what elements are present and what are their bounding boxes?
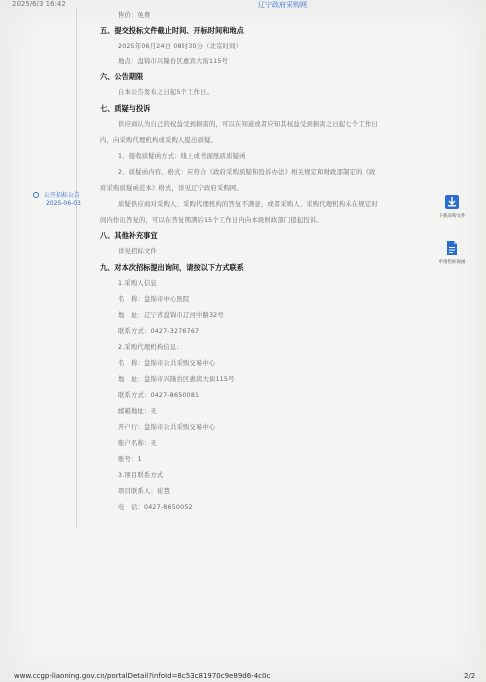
- agency-phone: 联系方式：0427-8650081: [118, 392, 200, 399]
- section-6-title: 六、公告期限: [100, 72, 144, 81]
- section-5-title: 五、提交投标文件截止时间、开标时间和地点: [100, 26, 244, 35]
- complaint-para-2: 1、接收质疑函方式：线上或书面纸质质疑函: [118, 153, 246, 160]
- agency-name: 名 称：盘锦市公共采购交易中心: [118, 360, 216, 367]
- site-title: 辽宁政府采购网: [258, 1, 307, 9]
- download-label: 下载采购文件: [438, 214, 466, 219]
- project-contact-title: 3.项目联系方式: [118, 472, 164, 479]
- complaint-para-4b: 间内作出答复的，可以在答复期满后15个工作日内向本级财政部门提起投诉。: [100, 217, 323, 224]
- project-contact-person: 项目联系人：崔慧: [118, 488, 170, 495]
- complaint-para-3a: 2、质疑函内容、格式：应符合《政府采购质疑和投诉办法》相关规定和财政部制定的《政: [118, 169, 376, 176]
- printed-page: [6, 0, 482, 682]
- agency-bank: 开户行：盘锦市公共采购交易中心: [118, 424, 216, 431]
- download-icon: [444, 194, 460, 210]
- purchaser-phone: 联系方式：0427-3276767: [118, 328, 200, 335]
- page-url: www.ccgp-liaoning.gov.cn/portalDetail?infoId=8c53c81970c9e89d6-4c0c: [14, 672, 271, 680]
- agency-info-title: 2.采购代理机构信息：: [118, 344, 183, 351]
- complaint-para-1b: 内，向采购代理机构或采购人提出质疑。: [100, 137, 217, 144]
- timeline-date: 2025-06-03: [46, 200, 81, 207]
- document-icon: [444, 240, 460, 256]
- section-9-title: 九、对本次招标提出询问，请按以下方式联系: [100, 263, 244, 272]
- download-docs-button[interactable]: [432, 194, 472, 219]
- purchaser-address: 地 址：辽宁省盘锦市辽河中路32号: [118, 312, 224, 319]
- complaint-para-3b: 府采购质疑函范本》格式，详见辽宁政府采购网。: [100, 185, 243, 192]
- purchaser-name: 名 称：盘锦市中心医院: [118, 296, 190, 303]
- supplement-text: 详见招标文件: [118, 248, 157, 255]
- purchaser-info-title: 1.采购人信息: [118, 280, 157, 287]
- section-7-title: 七、质疑与投诉: [100, 104, 151, 113]
- timeline-divider: [76, 8, 77, 528]
- timeline-dot-icon: [33, 192, 39, 198]
- print-timestamp: 2025/6/3 16:42: [12, 0, 66, 8]
- timeline-announcement-link[interactable]: 公开招标公告: [44, 192, 81, 199]
- section-8-title: 八、其他补充事宜: [100, 231, 158, 240]
- fee-line: 售价：免费: [118, 12, 151, 19]
- complaint-para-4a: 质疑供应商对采购人、采购代理机构的答复不满意，或者采购人、采购代理机构未在规定时: [118, 201, 378, 208]
- page-number: 2/2: [464, 672, 476, 680]
- guarantee-label: 申请投标保函: [438, 260, 466, 265]
- agency-account-no: 账号：1: [118, 456, 142, 463]
- complaint-para-1a: 供应商认为自己的权益受到损害的，可以在知道或者应知其权益受到损害之日起七个工作日: [118, 121, 378, 128]
- apply-guarantee-button[interactable]: [432, 240, 472, 265]
- deadline-place: 地点：盘锦市兴隆台区惠宾大街115号: [118, 58, 229, 65]
- project-contact-phone: 电 话：0427-8650052: [118, 504, 193, 511]
- agency-address: 地 址：盘锦市兴隆台区惠宾大街115号: [118, 376, 235, 383]
- agency-email: 邮箱地址：无: [118, 408, 157, 415]
- agency-account-name: 账户名称：无: [118, 440, 157, 447]
- notice-period: 自本公告发布之日起5个工作日。: [118, 89, 214, 96]
- deadline-time: 2025年06月24日 08时30分（北京时间）: [118, 43, 243, 50]
